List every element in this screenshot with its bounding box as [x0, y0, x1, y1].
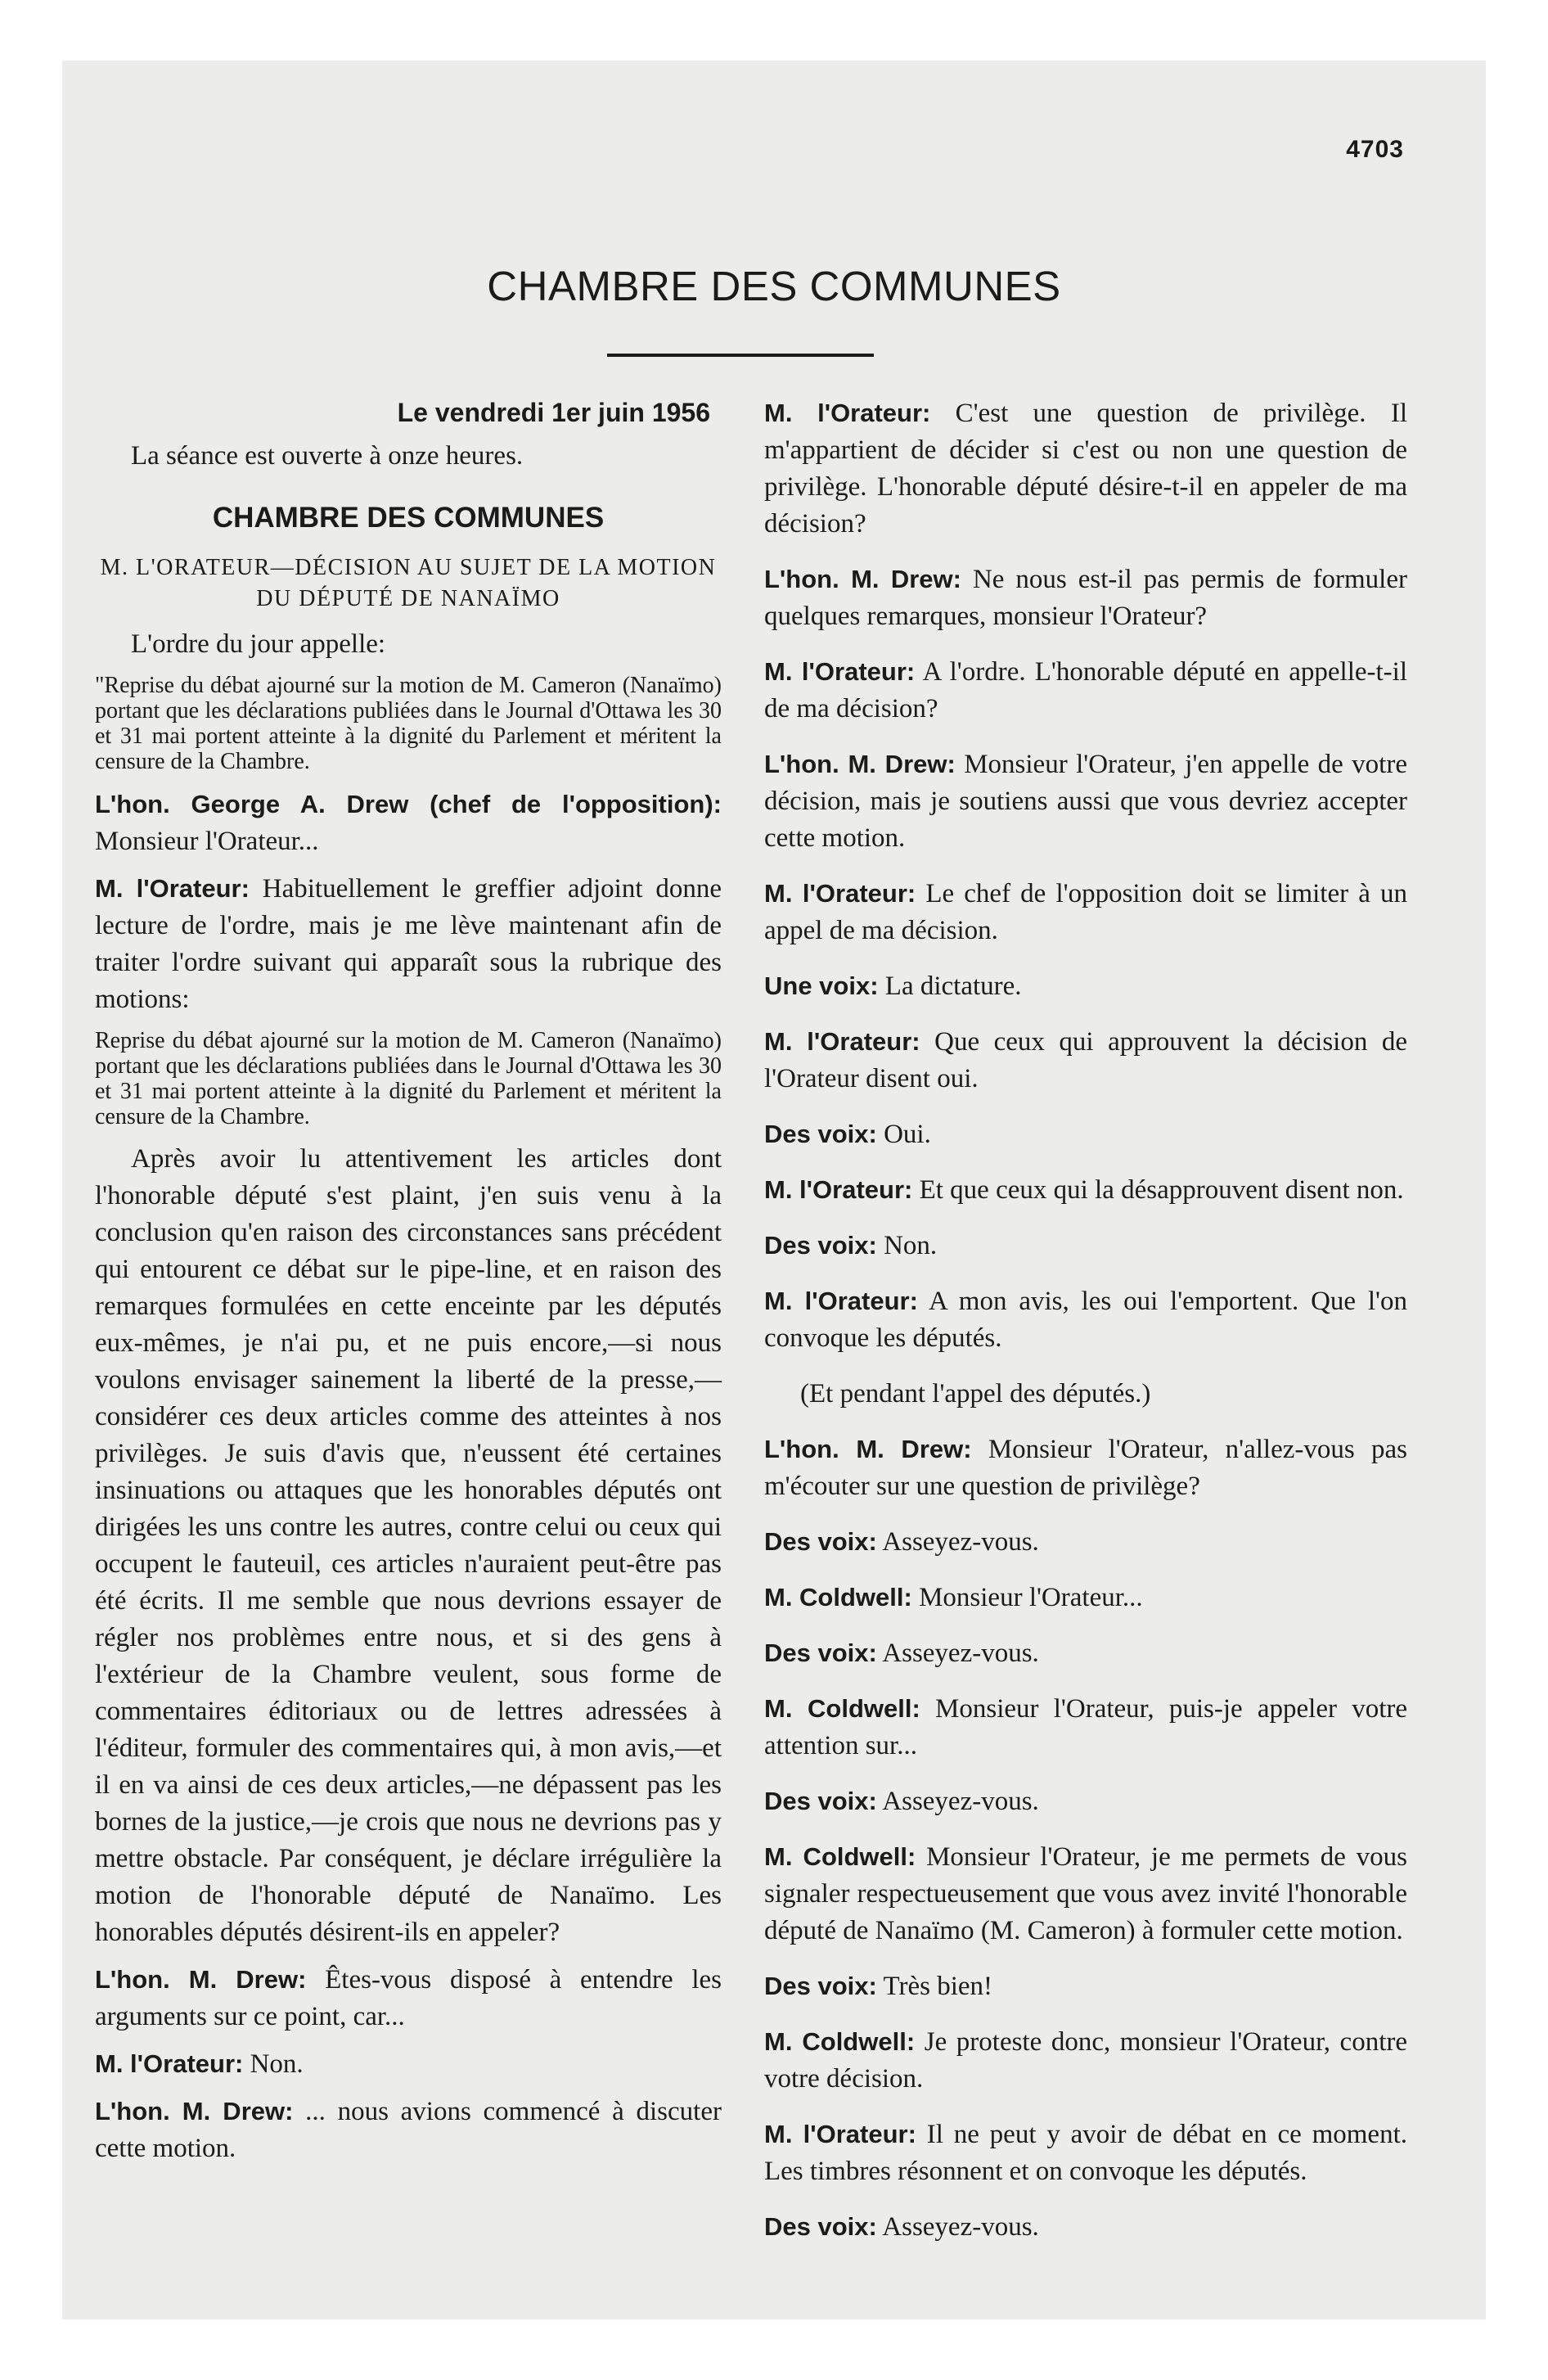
speaker-name: Des voix: [764, 2212, 877, 2241]
speaker-name: M. Coldwell: [764, 1694, 920, 1723]
speech-entry [764, 746, 1407, 857]
speech-text: Je proteste donc, monsieur l'Orateur, contre votre décision. [764, 2027, 1408, 2094]
speech-drew-3 [95, 2093, 722, 2167]
speech-entry [764, 967, 1407, 1005]
speech-entry [764, 1579, 1407, 1616]
speaker-name: L'hon. M. Drew: [764, 565, 961, 593]
speech-entry [764, 1634, 1407, 1672]
speech-entry [764, 561, 1407, 635]
speaker-name: L'hon. M. Drew: [764, 1435, 972, 1463]
speaker-name: Des voix: [764, 1231, 877, 1260]
page-title: CHAMBRE DES COMMUNES [487, 263, 1061, 309]
speaker-name: M. l'Orateur: [764, 879, 916, 908]
speech-entry [764, 394, 1407, 543]
speaker-name: M. Coldwell: [764, 1583, 912, 1611]
speech-text: Que ceux qui approuvent la décision de l'Orateur disent oui. [764, 1027, 1408, 1093]
speech-entry [764, 1282, 1407, 1357]
speech-text: Non. [876, 1231, 938, 1260]
sitting-date: Le vendredi 1er juin 1956 [397, 398, 710, 427]
opening-line: La séance est ouverte à onze heures. [131, 441, 524, 471]
speaker-name: M. l'Orateur: [95, 2049, 244, 2078]
speech-entry [764, 1023, 1407, 1098]
speaker-name: L'hon. M. Drew: [95, 1965, 307, 1994]
speaker-name: M. Coldwell: [764, 2027, 916, 2056]
speaker-ruling: Après avoir lu attentivement les articles dont l'honorable député s'est plaint, j'en suis venu à la conclusion qu'en raison des circonstances sans précédent qui entourent ce débat sur le pipe-line, et en raison des remarques formulées en cette enceinte par les députés eux-mêmes, je n'ai pu, et ne puis encore,—si nous voulons envisager sainement la liberté de la presse,—considérer ces deux articles comme des atteintes à nos privilèges. Je suis d'avis que, n'eussent été certaines insinuations ou attaques que les honorables députés ont dirigées les uns contre les autres, contre celui ou ceux qui occupent le fauteuil, ces articles n'auraient peut-être pas été écrits. Il me semble que nous devrions essayer de régler nos problèmes entre nous, et si des gens à l'extérieur de la Chambre veulent, sous forme de commentaires éditoriaux ou de lettres adressées à l'éditeur, formuler des commentaires qui, à mon avis,—et il en va ainsi de ces deux articles,—ne dépassent pas les bornes de la justice,—je crois que nous ne devrions pas y mettre obstacle. Par conséquent, je déclare irrégulière la motion de l'honorable député de Nanaïmo. Les honorables députés désirent-ils en appeler? [95, 1144, 722, 1947]
speech-text: Et que ceux qui la désapprouvent disent non. [912, 1175, 1404, 1205]
page-number: 4703 [1346, 136, 1404, 163]
speaker-name: M. l'Orateur: [764, 657, 916, 686]
speech-text: Asseyez-vous. [876, 1787, 1039, 1816]
speech-text: Monsieur l'Orateur, puis-je appeler votre attention sur... [764, 1694, 1407, 1760]
speaker-name: Des voix: [764, 1972, 877, 2000]
speech-text: Le chef de l'opposition doit se limiter à un appel de ma décision. [764, 879, 1407, 945]
speaker-name: L'hon. George A. Drew (chef de l'opposition): [95, 790, 722, 818]
speech-text: C'est une question de privilège. Il m'appartient de décider si c'est ou non une question de privilège. L'honorable député désire-t-il en appeler de ma décision? [764, 399, 1407, 539]
speech-drew-1 [95, 786, 722, 860]
speech-entry [764, 2208, 1407, 2246]
speech-entry [764, 1227, 1407, 1264]
title-rule [607, 354, 874, 357]
speaker-name: M. l'Orateur: [764, 1287, 918, 1315]
speech-text: Êtes-vous disposé à entendre les arguments sur ce point, car... [95, 1965, 722, 2031]
speech-entry [764, 2023, 1407, 2098]
speech-entry [764, 875, 1407, 949]
quoted-motion-2: Reprise du débat ajourné sur la motion de M. Cameron (Nanaïmo) portant que les déclarations publiées dans le Journal d'Ottawa les 30 et 31 mai portent atteinte à la dignité du Parlement et méritent la censure de la Chambre. [95, 1028, 722, 1129]
speaker-name: L'hon. M. Drew: [95, 2097, 294, 2125]
stage-direction [764, 1375, 1407, 1413]
speech-text: Monsieur l'Orateur... [95, 827, 319, 856]
speaker-name: M. l'Orateur: [764, 2120, 916, 2148]
section-heading: CHAMBRE DES COMMUNES [212, 502, 605, 534]
speech-entry [764, 1968, 1407, 2005]
speech-orateur-2 [95, 2045, 722, 2083]
speech-text: Monsieur l'Orateur, je me permets de vous signaler respectueusement que vous avez invité l'honorable député de Nanaïmo (M. Cameron) à formuler cette motion. [764, 1842, 1407, 1945]
speaker-name: M. l'Orateur: [764, 399, 931, 427]
speaker-name: M. Coldwell: [764, 1842, 916, 1871]
speech-text: Habituellement le greffier adjoint donne lecture de l'ordre, mais je me lève maintenant afin de traiter l'ordre suivant qui apparaît sous la rubrique des motions: [95, 874, 722, 1014]
speech-text: Monsieur l'Orateur... [911, 1583, 1143, 1612]
speaker-name: Des voix: [764, 1787, 877, 1815]
speech-text: Monsieur l'Orateur, j'en appelle de votre décision, mais je soutiens aussi que vous devriez accepter cette motion. [764, 750, 1407, 853]
speech-entry [764, 1838, 1407, 1950]
speech-entry [764, 1690, 1407, 1765]
speech-text: A mon avis, les oui l'emportent. Que l'on convoque les députés. [764, 1287, 1407, 1353]
speech-text: Monsieur l'Orateur, n'allez-vous pas m'écouter sur une question de privilège? [764, 1435, 1407, 1501]
speaker-name: M. l'Orateur: [764, 1175, 913, 1204]
speech-text: (Et pendant l'appel des députés.) [800, 1379, 1151, 1409]
speech-text: Asseyez-vous. [876, 1527, 1039, 1557]
speech-orateur-1 [95, 870, 722, 1018]
speech-text: Très bien! [876, 1972, 993, 2001]
speech-entry [764, 1523, 1407, 1561]
speech-entry [764, 1431, 1407, 1505]
speaker-name: Des voix: [764, 1120, 877, 1148]
speaker-name: Des voix: [764, 1527, 877, 1556]
quoted-motion-1: "Reprise du débat ajourné sur la motion de M. Cameron (Nanaïmo) portant que les déclarations publiées dans le Journal d'Ottawa les 30 et 31 mai portent atteinte à la dignité du Parlement et méritent la censure de la Chambre. [95, 673, 722, 774]
speaker-name: M. l'Orateur: [764, 1027, 920, 1056]
speech-text: Asseyez-vous. [876, 1639, 1039, 1668]
speech-text: ... nous avions commencé à discuter cette motion. [95, 2097, 722, 2163]
speaker-name: M. l'Orateur: [95, 874, 250, 903]
speech-text: Ne nous est-il pas permis de formuler quelques remarques, monsieur l'Orateur? [764, 565, 1407, 631]
speech-text: Oui. [876, 1120, 931, 1149]
left-column [95, 394, 722, 2177]
speaker-name: Une voix: [764, 971, 879, 1000]
speech-entry [764, 1783, 1407, 1820]
speech-entry [764, 1171, 1407, 1209]
order-of-day: L'ordre du jour appelle: [131, 629, 386, 659]
speaker-name: Des voix: [764, 1639, 877, 1667]
speech-text: La dictature. [878, 971, 1022, 1001]
speech-drew-2 [95, 1961, 722, 2035]
speech-text: Non. [243, 2049, 304, 2079]
speech-entry [764, 1116, 1407, 1153]
subsection-heading: M. L'ORATEUR—DÉCISION AU SUJET DE LA MOTION DU DÉPUTÉ DE NANAÏMO [100, 555, 717, 611]
speech-text: A l'ordre. L'honorable député en appelle-t-il de ma décision? [764, 657, 1407, 723]
speech-text: Asseyez-vous. [876, 2212, 1039, 2242]
speaker-name: L'hon. M. Drew: [764, 750, 956, 778]
speech-entry [764, 2116, 1407, 2190]
speech-entry [764, 653, 1407, 728]
speech-text: Il ne peut y avoir de débat en ce moment. Les timbres résonnent et on convoque les députés. [764, 2120, 1407, 2186]
right-column [764, 394, 1407, 2264]
